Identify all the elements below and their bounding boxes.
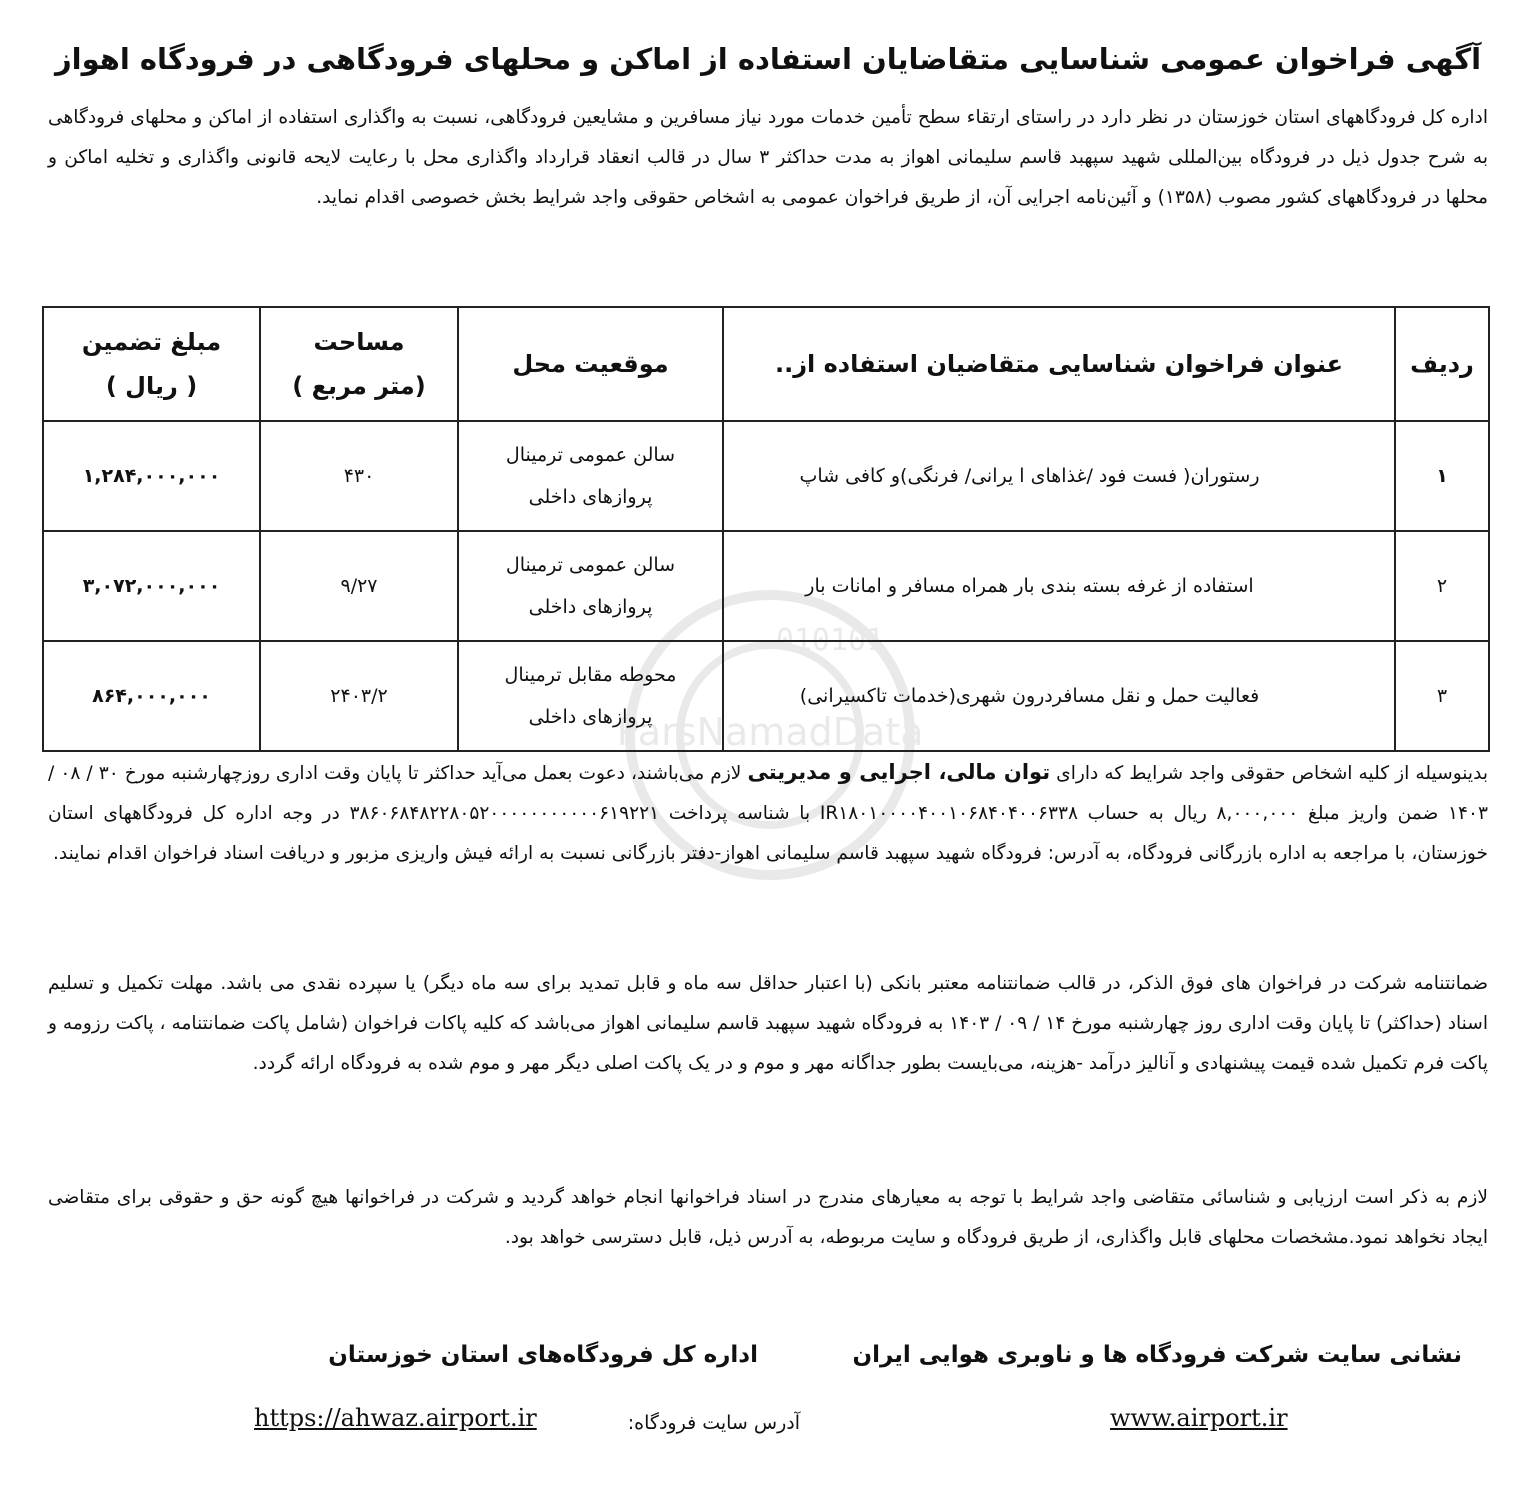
table-header-row: [43, 307, 1489, 421]
header-row-number: ردیف: [1395, 307, 1489, 421]
airport-site-label: آدرس سایت فرودگاه:: [627, 1412, 800, 1434]
table-row: [43, 421, 1489, 531]
guarantee-paragraph: ضمانتنامه شرکت در فراخوان های فوق الذکر، در قالب ضمانتنامه معتبر بانکی (با اعتبار حداقل سه ماه و قابل تمدید برای سه ماه دیگر) یا سپرده نقدی می باشد. مهلت تکمیل و تسلیم اسناد (حداکثر) تا پایان وقت اداری روز چهارشنبه مورخ ۱۴ / ۰۹ / ۱۴۰۳ به فرودگاه شهید سپهبد قاسم سلیمانی اهواز می‌باشد که کلیه پاکات فراخوان (شامل پاکت ضمانتنامه ، پاکت رزومه و پاکت فرم تکمیل شده قیمت پیشنهادی و آنالیز درآمد -هزینه، می‌بایست بطور جداگانه مهر و موم و در یک پاکت اصلی دیگر مهر و موم شده به فرودگاه ارائه گردد.: [48, 973, 1488, 1074]
watermark-digits: 010101: [775, 623, 885, 658]
row-location: [458, 421, 723, 531]
table-row: [43, 531, 1489, 641]
row-subject: استفاده از غرفه بسته بندی بار همراه مسافر و امانات بار: [723, 531, 1395, 641]
header-deposit-line1: مبلغ تضمین: [81, 328, 222, 356]
row-location-line2: پروازهای داخلی: [528, 486, 653, 508]
invitation-text-end: لازم می‌باشند، دعوت بعمل می‌آید حداکثر تا پایان وقت اداری روزچهارشنبه مورخ ۳۰ / ۰۸ / ۱۴۰۳ ضمن واریز مبلغ ۸,۰۰۰,۰۰۰ ریال به حساب IR۱۸۰۱۰۰۰۰۴۰۰۱۰۶۸۴۰۴۰۰۶۳۳۸ با شناسه پرداخت ۳۸۶۰۶۸۴۸۲۲۸۰۵۲۰۰۰۰۰۰۰۰۰۰۰۶۱۹۲۲۱ در وجه اداره کل فرودگاههای استان خوزستان، با مراجعه به اداره بازرگانی فرودگاه، به آدرس: فرودگاه شهید سپهبد قاسم سلیمانی اهواز-دفتر بازرگانی نسبت به ارائه فیش واریزی مزبور و دریافت اسناد فراخوان اقدام نمایند.: [48, 763, 1488, 864]
row-location-line1: سالن عمومی ترمینال: [505, 554, 676, 576]
invitation-text-start: بدینوسیله از کلیه اشخاص حقوقی واجد شرایط که دارای: [1050, 763, 1489, 784]
row-number: ۲: [1395, 531, 1489, 641]
header-area-line1: مساحت: [313, 328, 405, 356]
row-subject: فعالیت حمل و نقل مسافردرون شهری(خدمات تاکسیرانی): [723, 641, 1395, 751]
row-location-line2: پروازهای داخلی: [528, 706, 653, 728]
row-location-line1: محوطه مقابل ترمینال: [504, 664, 677, 686]
row-number: ۳: [1395, 641, 1489, 751]
issuer-name: اداره کل فرودگاه‌های استان خوزستان: [328, 1342, 758, 1368]
row-location: [458, 641, 723, 751]
company-site-label: نشانی سایت شرکت فرودگاه ها و ناوبری هوایی ایران: [852, 1342, 1462, 1368]
airport-url-link[interactable]: https://ahwaz.airport.ir: [254, 1404, 537, 1432]
invitation-emphasis: توان مالی، اجرایی و مدیریتی: [747, 760, 1051, 784]
row-location-line2: پروازهای داخلی: [528, 596, 653, 618]
header-subject: عنوان فراخوان شناسایی متقاضیان استفاده از..: [723, 307, 1395, 421]
evaluation-paragraph: لازم به ذکر است ارزیابی و شناسائی متقاضی واجد شرایط با توجه به معیارهای مندرج در اسناد فراخوانها انجام خواهد گردید و شرکت در فراخوانها هیچ گونه حق و حقوقی برای متقاضی ایجاد نخواهد نمود.مشخصات محلهای قابل واگذاری، از طریق فرودگاه و سایت مربوطه، به آدرس ذیل، قابل دسترسی خواهد بود.: [48, 1187, 1488, 1248]
row-deposit: ۱,۲۸۴,۰۰۰,۰۰۰: [43, 421, 260, 531]
row-number: ۱: [1395, 421, 1489, 531]
invitation-paragraph: [48, 752, 1488, 874]
watermark-brand: ParsNamadData: [616, 710, 924, 754]
row-location: [458, 531, 723, 641]
locations-table: [42, 306, 1490, 752]
header-location: موقعیت محل: [458, 307, 723, 421]
row-area: ۴۳۰: [260, 421, 458, 531]
intro-paragraph: اداره کل فرودگاههای استان خوزستان در نظر دارد در راستای ارتقاء سطح تأمین خدمات مورد نیاز مسافرین و مشایعین فرودگاهی، نسبت به واگذاری استفاده از اماکن و محلهای فرودگاهی به شرح جدول ذیل در فرودگاه بین‌المللی شهید سپهبد قاسم سلیمانی اهواز به مدت حداکثر ۳ سال در قالب انعقاد قرارداد واگذاری محل با رعایت لایحه قانونی واگذاری و تخلیه اماکن و محلها در فرودگاههای کشور مصوب (۱۳۵۸) و آئین‌نامه اجرایی آن، از طریق فراخوان عمومی به اشخاص حقوقی واجد شرایط بخش خصوصی اقدام نماید.: [48, 107, 1488, 208]
row-subject: رستوران( فست فود /غذاهای ا یرانی/ فرنگی)و کافی شاپ: [723, 421, 1395, 531]
notice-title: آگهی فراخوان عمومی شناسایی متقاضایان استفاده از اماکن و محلهای فرودگاهی در فرودگاه اهواز: [54, 42, 1482, 76]
row-area: ۲۴۰۳/۲: [260, 641, 458, 751]
header-deposit-line2: ( ریال ): [105, 372, 198, 400]
table-row: [43, 641, 1489, 751]
header-area-line2: (متر مربع ): [292, 372, 426, 400]
header-deposit: [43, 307, 260, 421]
row-deposit: ۸۶۴,۰۰۰,۰۰۰: [43, 641, 260, 751]
row-location-line1: سالن عمومی ترمینال: [505, 444, 676, 466]
row-deposit: ۳,۰۷۲,۰۰۰,۰۰۰: [43, 531, 260, 641]
company-url-link[interactable]: www.airport.ir: [1110, 1404, 1288, 1432]
row-area: ۹/۲۷: [260, 531, 458, 641]
header-area: [260, 307, 458, 421]
